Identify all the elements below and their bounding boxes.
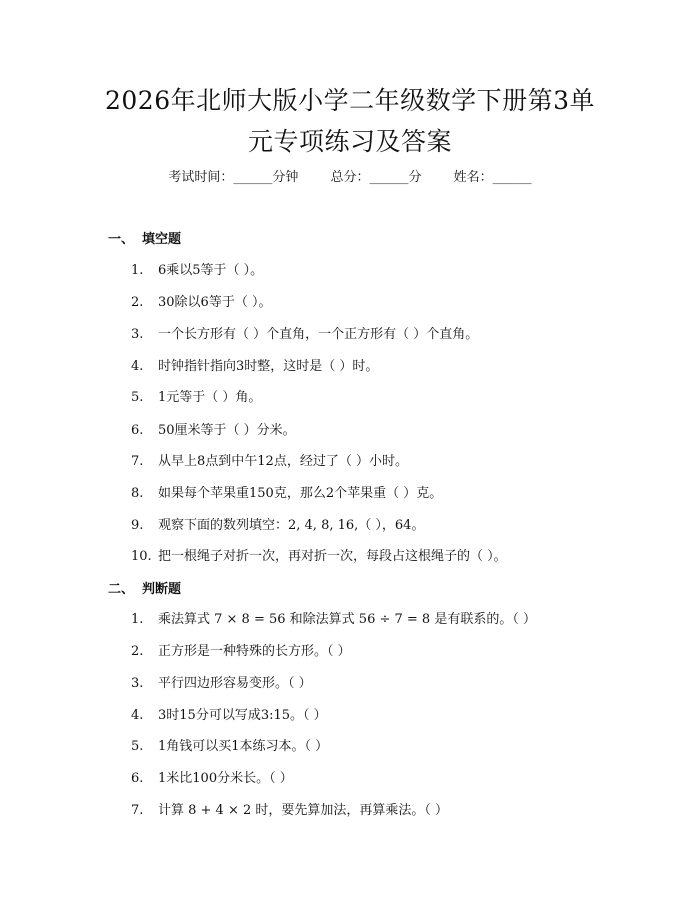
question-text: 一个长方形有（ ）个直角，一个正方形有（ ）个直角。	[158, 327, 479, 342]
question-number: 5.	[131, 739, 144, 754]
section-title: 填空题	[142, 232, 182, 247]
question-item	[131, 737, 328, 757]
question-number: 2.	[131, 295, 144, 310]
question-text: 1米比100分米长。（ ）	[158, 771, 293, 786]
question-number: 3.	[131, 676, 144, 691]
question-item	[131, 484, 442, 504]
question-number: 6.	[131, 423, 144, 438]
question-text: 计算 8 + 4 × 2 时，要先算加法，再算乘法。（ ）	[158, 803, 449, 818]
question-item	[131, 674, 312, 694]
question-item	[131, 610, 536, 630]
question-number: 3.	[131, 327, 144, 342]
question-item	[131, 801, 448, 821]
question-text: 从早上8点到中午12点，经过了（ ）小时。	[158, 454, 408, 469]
question-text: 观察下面的数列填空：2, 4, 8, 16,（ ），64。	[158, 518, 425, 533]
question-item	[131, 261, 263, 281]
title-line-1: 2026年北师大版小学二年级数学下册第3单	[104, 86, 596, 115]
document-title	[96, 80, 604, 162]
question-text: 平行四边形容易变形。（ ）	[158, 676, 312, 691]
question-number: 8.	[131, 486, 144, 501]
question-number: 7.	[131, 803, 144, 818]
student-name-field: 姓名：______	[453, 170, 532, 185]
question-number: 10.	[131, 549, 152, 564]
question-item	[131, 706, 327, 726]
question-item	[131, 357, 378, 377]
question-item	[131, 421, 296, 441]
question-item	[131, 325, 478, 345]
section-title: 判断题	[142, 582, 182, 597]
question-item	[131, 769, 293, 789]
exam-time-field: 考试时间：______分钟	[168, 170, 299, 185]
question-number: 5.	[131, 390, 144, 405]
question-item	[131, 547, 507, 567]
section-number: 二、	[108, 582, 135, 597]
question-number: 9.	[131, 518, 144, 533]
question-item	[131, 452, 408, 472]
question-number: 1.	[131, 263, 144, 278]
question-text: 乘法算式 7 × 8 = 56 和除法算式 56 ÷ 7 = 8 是有联系的。（ ）	[158, 612, 536, 627]
title-line-2: 元专项练习及答案	[247, 127, 452, 156]
question-text: 30除以6等于（ ）。	[158, 295, 272, 310]
question-item	[131, 642, 351, 662]
question-text: 3时15分可以写成3:15。（ ）	[158, 708, 327, 723]
question-item	[131, 516, 424, 536]
question-number: 7.	[131, 454, 144, 469]
question-number: 6.	[131, 771, 144, 786]
question-text: 1角钱可以买1本练习本。（ ）	[158, 739, 329, 754]
exam-meta-line	[0, 168, 700, 188]
question-number: 4.	[131, 708, 144, 723]
question-text: 正方形是一种特殊的长方形。（ ）	[158, 644, 351, 659]
total-score-field: 总分：______分	[330, 170, 422, 185]
question-text: 1元等于（ ）角。	[158, 390, 262, 405]
question-text: 6乘以5等于（ ）。	[158, 263, 264, 278]
question-text: 把一根绳子对折一次，再对折一次，每段占这根绳子的（ ）。	[158, 549, 507, 564]
question-item	[131, 293, 271, 313]
question-text: 如果每个苹果重150克，那么2个苹果重（ ）克。	[158, 486, 443, 501]
question-item	[131, 388, 261, 408]
question-number: 1.	[131, 612, 144, 627]
section-number: 一、	[108, 232, 135, 247]
section-heading-fill-in	[108, 230, 181, 250]
question-text: 时钟指针指向3时整，这时是（ ）时。	[158, 359, 379, 374]
question-number: 4.	[131, 359, 144, 374]
question-number: 2.	[131, 644, 144, 659]
section-heading-true-false	[108, 580, 181, 600]
question-text: 50厘米等于（ ）分米。	[158, 423, 296, 438]
